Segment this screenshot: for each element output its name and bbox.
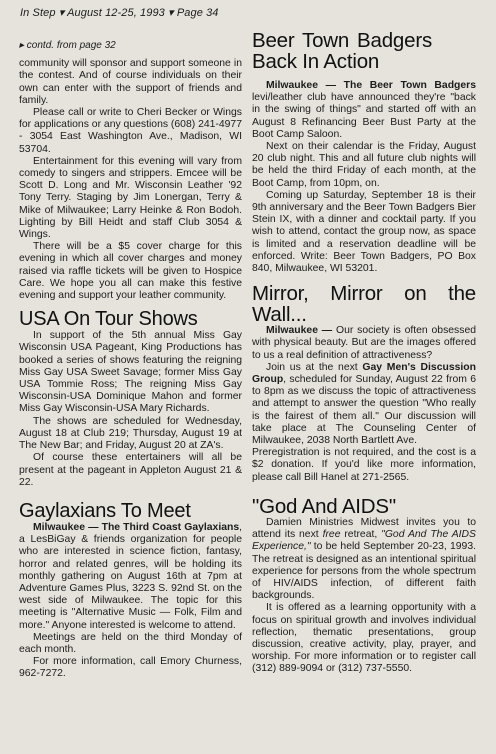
continued-from-label: ▸ contd. from page 32 [19,40,116,51]
mirror-body: Our society is often obsessed with physical beauty. But are the images offered to us a real definition of attractiveness? [252,325,476,361]
club-name: The Beer Town Badgers [343,80,477,91]
left-column [19,40,242,681]
group-name: Gay Men's Discussion Group [252,361,476,386]
usa-paragraph-3: Of course these entertainers will all be present at the pageant in Appleton August 21 & 22. [19,452,242,488]
right-column [252,30,476,676]
god-paragraph-2: It is offered as a learning opportunity with a focus on spiritual growth and involves individual reflection, thematic presentations, group discussion, creative activity, play, prayer, and worship. For more information or to register call (312) 889-9094 or (312) 737-5550. [252,602,476,675]
beer-town-headline: Beer Town Badgers Back In Action [252,29,432,73]
mirror-paragraph-2 [252,362,476,447]
org-name: The Third Coast Gaylaxians [101,521,240,533]
mirror-p2-rest: , scheduled for Sunday, August 22 from 6 to 8pm as we discuss the topic of attractiveness and attempt to answer the question "Who really is the fairest of them all." Our discussion will take place at The Counseling Center of Milwaukee, 2038 North Bartlett Ave. [252,374,476,447]
usa-paragraph-2: The shows are scheduled for Wednesday, August 18 at Club 219; Thursday, August 19 at The New Bar; and Friday, August 20 at ZA's. [19,415,242,452]
dateline: Milwaukee — [266,325,336,337]
mirror-paragraph-3: Preregistration is not required, and the cost is a $2 donation. If you'd like more information, please call Bill Hanel at 271-2565. [252,447,476,483]
gaylaxians-body: , a LesBiGay & friends organization for people who are interested in science fiction, fantasy, horror and related genres, will be holding its monthly gathering on August 16th at 7pm at Adventure Games Plus, 3223 S. 92nd St. on the west side of Milwaukee. The topic for this meeting is "Alternative Music — Folk, Film and more." Anyone interested is welcome to attend. [19,521,242,631]
dateline: Milwaukee — [266,80,344,91]
god-p1-a: Damien Ministries Midwest invites you to attend its next [252,516,476,541]
mirror-paragraph-1 [252,325,476,362]
page-header: In Step ▾ August 12-25, 1993 ▾ Page 34 [20,7,219,19]
usa-paragraph-1: In support of the 5th annual Miss Gay Wisconsin USA Pageant, King Productions has booked a series of shows featuring the reigning Miss Gay USA Sweet Savage; former Miss Gay USA Tommie Ross; The reigning Miss Gay Wisconsin-USA Dominique Mahon and former Miss Gay Wisconsin-USA Mary Richards. [19,330,242,415]
mirror-p2-start: Join us at the next [266,361,363,373]
intro-paragraph-2: Please call or write to Cheri Becker or Wings for applications or any questions (608) 241-4977 - 3054 East Washington Ave., Madison, WI 53704. [19,107,242,155]
retreat-title: "God And The AIDS Experience," [252,529,476,553]
god-paragraph-1 [252,517,476,602]
beer-paragraph-3: Coming up Saturday, September 18 is their 9th anniversary and the Beer Town Badgers Bier Stein IX, with a dinner and cocktail party. If you wish to attend, contact the group now, as space is limited and a reservation deadline will be enforced. Write: Beer Town Badgers, PO Box 840, Milwaukee, WI 53201. [252,189,476,275]
dateline: Milwaukee — [33,521,102,533]
gaylaxians-paragraph-1 [19,522,242,632]
usa-headline: USA On Tour Shows [19,308,198,331]
intro-paragraph-1: community will sponsor and support someone in the contest. And of course individuals on their own can enter with the support of friends and family. [19,58,242,106]
god-aids-headline: "God And AIDS" [252,494,396,518]
intro-paragraph-4: There will be a $5 cover charge for this evening in which all cover charges and money raised via raffle tickets will be given to Hospice Care. We hope you all can make this festive evening and support your leather community. [19,241,242,302]
beer-paragraph-1 [252,80,476,141]
mirror-headline: Mirror, Mirror on the Wall... [252,282,476,327]
beer-paragraph-2: Next on their calendar is the Friday, August 20 club night. This and all future club nights will be held the third Friday of each month, at the Boot Camp, from 10pm, on. [252,141,476,189]
intro-paragraph-3: Entertainment for this evening will vary from comedy to singers and strippers. Emcee will be Scott D. Long and Mr. Wisconsin Leather '92 Tony Terry. Staging by Jim Lonergan, Terry & Mike of Milwaukee; Larry Heinke & Ron Bodoh. Lighting by Bill Heidt and staff Club 3054 & Wings. [19,155,242,241]
gaylaxians-paragraph-2: Meetings are held on the third Monday of each month. [19,631,242,655]
gaylaxians-headline: Gaylaxians To Meet [19,499,191,522]
god-p1-b: retreat, [340,529,382,541]
god-p1-free: free [322,529,341,541]
god-p1-rest: to be held September 20-23, 1993. The retreat is designed as an intentional spiritual experience for persons from the whole spectrum of HIV/AIDS infection, of different faith backgrounds. [252,541,476,602]
beer-body: levi/leather club have announced they're "back in the swing of things" and started off with an August 8 Refinancing Beer Bust Party at the Boot Camp Saloon. [252,92,476,140]
gaylaxians-paragraph-3: For more information, call Emory Churness, 962-7272. [19,656,242,680]
